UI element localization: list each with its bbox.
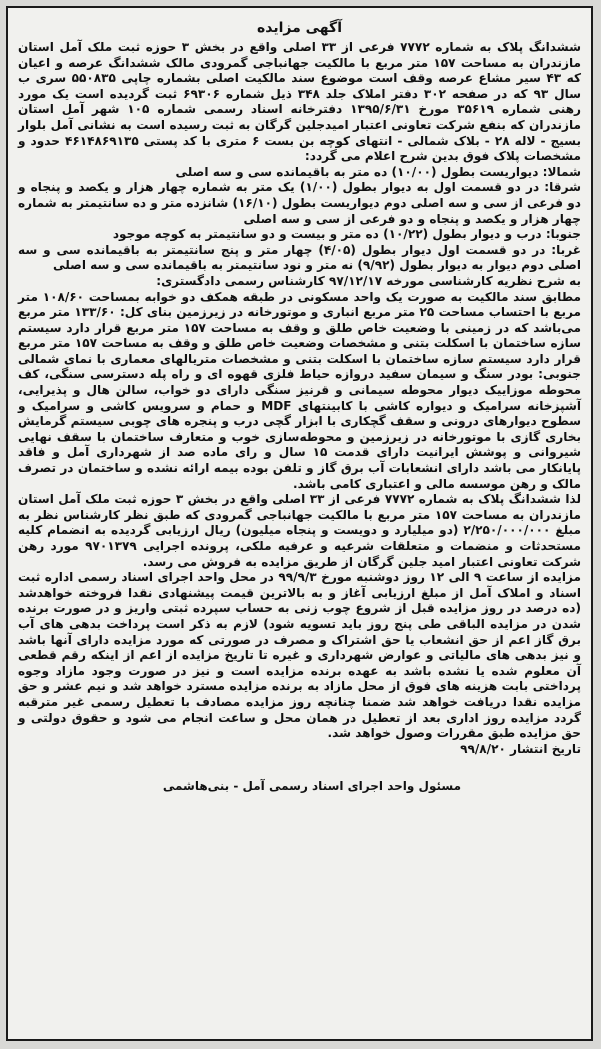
notice-body: [18, 18, 581, 1031]
north-boundary-paragraph: شمالا: دیواریست بطول (۱۰/۰۰) ده متر به باقیمانده سی و سه اصلی: [175, 164, 581, 179]
east-boundary-paragraph: شرقا: در دو قسمت اول به دیوار بطول (۱/۰۰) یک متر به شماره چهار هزار و یکصد و پنجاه و دو فرعی از سی و سه اصلی دوم دیواریست بطول (۱۶/۱۰) شانزده متر و ده سانتیمتر به شماره چهار هزار و یکصد و پنجاه و دو فرعی از سی و سه اصلی: [18, 180, 581, 226]
property-description-paragraph: ششدانگ پلاک به شماره ۷۷۷۲ فرعی از ۳۳ اصلی واقع در بخش ۳ حوزه ثبت ملک آمل استان مازندران به مساحت ۱۵۷ متر مربع با مالکیت جهانباجی گمرودی مالک ششدانگ عرصه و اعیان که ۴۳ سیر مشاع عرصه وقف است موضوع سند مالکیت اصلی بشماره چاپی ۵۵۰۸۳۵ سری ب سال ۹۳ که در صفحه ۳۰۲ دفتر املاک جلد ۳۴۸ ذیل شماره ۶۹۳۰۶ ثبت گردیده است یک مورد رهنی شماره ۳۵۶۱۹ مورخ ۱۳۹۵/۶/۳۱ دفترخانه اسناد رسمی شماره ۱۰۵ شهر آمل استان مازندران که بنفع شرکت تعاونی اعتبار امیدجلین گرگان به ثبت رسیده است به نشانی آمل بلوار بسیج - لاله ۲۸ - بلاک شمالی - انتهای کوچه بن بست ۶ متری با کد پستی ۴۶۱۴۸۶۹۱۳۵ حدود و مشخصات پلاک فوق بدین شرح اعلام می گردد:: [18, 40, 582, 164]
expert-opinion-paragraph: مطابق سند مالکیت به صورت یک واحد مسکونی در طبقه همکف دو خوابه بمساحت ۱۰۸/۶۰ متر مربع با احتساب مساحت ۲۵ متر مربع انباری و موتورخانه در زیرزمین بنای کل: ۱۳۳/۶۰ متر مربع می‌باشد که در زمینی با وضعیت خاص طلق و وقف به مساحت ۱۵۷ متر مربع قرار دارد سیستم سازه ساختمان با اسکلت بتنی و مشخصات وضعیت خاص طلق و وقف به مساحت ۱۵۷ متر مربع قرار دارد سیستم سازه ساختمان با اسکلت بتنی و مشخصات متریالهای معماری با نمای شمالی جنوبی: بودر سنگ و سیمان سفید دروازه حیاط فلزی قهوه ای و راه پله دسترسی سنگی، کف محوطه موزاییک دیوار محوطه سیمانی و قرنیز سنگی دارای دو خواب، سالن هال و پذیرایی، آشپزخانه سرامیک و دیواره کاشی با کابینتهای MDF و حمام و سرویس کاشی و سرامیک و سطوح دیوارهای درونی و سقف گچکاری با ابزار گچی درب و پنجره های چوبی سیستم گرمایش بخاری گازی با موتورخانه در زیرزمین و محوطه‌سازی خوب و متعارف ساختمان با سقف نهایی شیروانی و پوشش ایرانیت دارای قدمت ۱۵ سال و رای ماده صد از شهرداری آمل و فاقد پایانکار می باشد دارای انشعابات آب برق گاز و تلفن بوده بیمه ارائه نشده و ساختمان در تصرف مالک و رهن موسسه مالی و اعتباری کامی باشد.: [18, 289, 582, 491]
signature-line: مسئول واحد اجرای اسناد رسمی آمل - بنی‌هاشمی: [162, 779, 461, 794]
west-boundary-paragraph: غربا: در دو قسمت اول دیوار بطول (۴/۰۵) چهار متر و پنج سانتیمتر به باقیمانده سی و سه اصلی دوم دیوار به دیوار بطول (۹/۹۲) نه متر و نود سانتیمتر به باقیمانده سی و سه اصلی: [18, 242, 581, 273]
auction-terms-paragraph: مزایده از ساعت ۹ الی ۱۲ روز دوشنبه مورخ ۹۹/۹/۳ در محل واحد اجرای اسناد رسمی اداره ثبت اسناد و املاک آمل از مبلغ ارزیابی آغاز و به بالاترین قیمت پیشنهادی نقدا فروخته خواهدشد (ده درصد در روز مزایده قبل از شروع چوب زنی به حساب سپرده ثبتی واریز و در صورت برنده شدن در مزایده الباقی طی پنج روز باید تسویه شود) لازم به ذکر است پرداخت بدهی های آب برق گاز اعم از حق انشعاب یا حق اشتراک و مصرف در صورتی که مورد مزایده دارای آنها باشد و نیز بدهی های مالیاتی و عوارض شهرداری و غیره تا تاریخ مزایده از اعم از اینکه رقم قطعی آن معلوم شده یا نشده باشد به عهده برنده مزایده است و نیز در صورت وجود مازاد وجوه پرداختی بابت هزینه های فوق از محل مازاد به برنده مزایده مسترد خواهد شد و نیم عشر و حق مزایده نقدا دریافت خواهد شد ضمنا چنانچه روز مزایده مصادف با تعطیل رسمی غیر مترقبه گردد مزایده روز اداری بعد از تعطیل در همان محل و ساعت انجام می شود و حقوق دولتی و حق مزایده طبق مقررات وصول خواهد شد.: [18, 570, 582, 741]
south-boundary-paragraph: جنوبا: درب و دیوار بطول (۱۰/۲۲) ده متر و بیست و دو سانتیمتر به کوچه موجود: [112, 227, 581, 242]
newspaper-notice-clipping: [6, 6, 593, 1041]
publication-date: تاریخ انتشار ۹۹/۸/۲۰: [460, 741, 581, 756]
sale-announcement-paragraph: لذا ششدانگ پلاک به شماره ۷۷۷۲ فرعی از ۳۳ اصلی واقع در بخش ۳ حوزه ثبت ملک آمل استان مازندران به مساحت ۱۵۷ متر مربع با مالکیت جهانباجی گمرودی که طبق نظر کارشناس نظر به مبلغ ۲/۲۵۰/۰۰۰/۰۰۰ (دو میلیارد و دویست و پنجاه میلیون) ریال ارزیابی گردیده به انضمام کلیه مستحدثات و منضمات و متعلقات شرعیه و عرفیه ملکی، پرونده اجرایی ۹۷۰۱۳۷۹ مورد رهن شرکت تعاونی اعتبار امید جلین گرگان از طریق مزایده به فروش می رسد.: [18, 492, 581, 569]
expert-opinion-heading: به شرح نظریه کارشناسی مورخه ۹۷/۱۲/۱۷ کارشناس رسمی دادگستری:: [156, 273, 581, 288]
notice-title: آگهی مزایده: [256, 20, 342, 36]
